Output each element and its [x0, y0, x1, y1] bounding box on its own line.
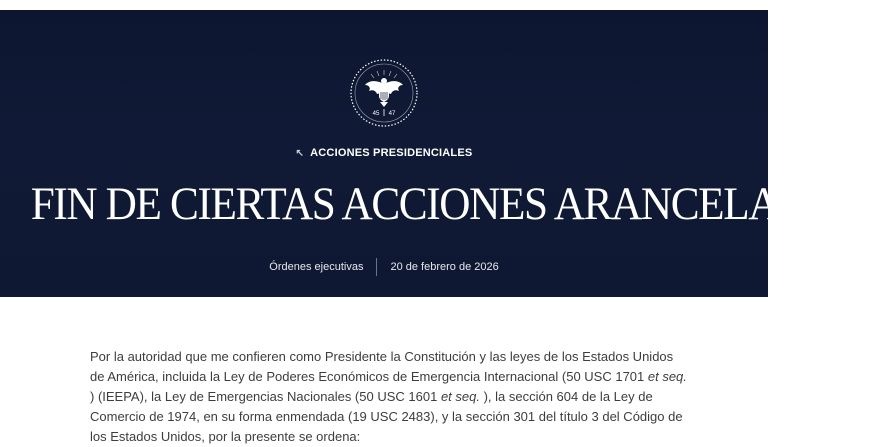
category-link[interactable]: ACCIONES PRESIDENCIALES	[310, 147, 473, 159]
article-meta	[0, 258, 768, 276]
seal-number-left: 45	[372, 111, 380, 117]
meta-type-link[interactable]: Órdenes ejecutivas	[269, 261, 364, 273]
category-breadcrumb	[0, 147, 768, 159]
top-strip	[0, 0, 768, 10]
body-paragraph	[90, 347, 690, 447]
hero-banner	[0, 10, 871, 297]
body-italic: et seq.	[647, 369, 687, 384]
presidential-seal-icon	[349, 58, 419, 128]
body-italic: et seq.	[440, 389, 480, 404]
meta-divider	[376, 258, 377, 276]
article-body	[90, 347, 690, 447]
meta-date: 20 de febrero de 2026	[390, 261, 499, 273]
body-text-part: Por la autoridad que me confieren como Presidente la Constitución y las leyes de los Estados Unidos de América, incluida la Ley de Poderes Económicos de Emergencia Internacional (50 USC 1701	[90, 349, 674, 384]
seal-number-right: 47	[388, 111, 396, 117]
body-text-part: ), la sección 604 de la Ley de Comercio de 1974, en su forma enmendada (19 USC 2483), y la sección 301 del título 3 del Código de los Estados Unidos, por la presente se ordena:	[90, 389, 683, 444]
body-text-part: ) (IEEPA), la Ley de Emergencias Nacionales (50 USC 1601	[90, 389, 441, 404]
page-title: FIN DE CIERTAS ACCIONES ARANCELARIAS	[30, 178, 871, 230]
arrow-up-left-icon: ↖	[295, 147, 305, 159]
